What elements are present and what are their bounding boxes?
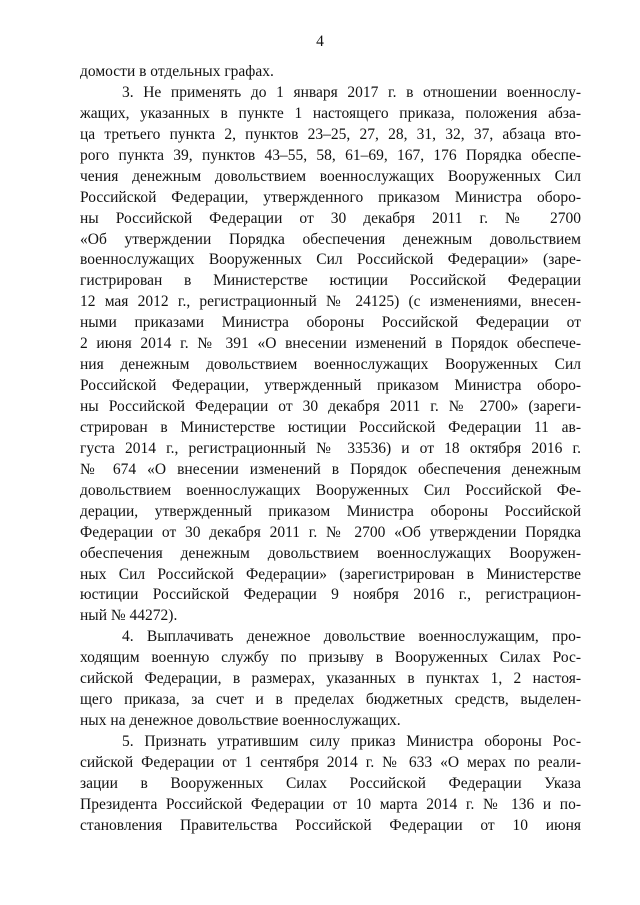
text-line: щего приказа, за счет и в пределах бюджетных средств, выделен- [80,691,581,709]
text-line: чения денежным довольствием военнослужащих Вооруженных Сил [80,167,581,185]
text-line: Федерации от 30 декабря 2011 г. № 2700 «Об утверждении Порядка [80,523,581,541]
text-line: довольствием военнослужащих Вооруженных Сил Российской Фе- [80,481,581,499]
page-number: 4 [316,33,324,50]
text-line: ны Российской Федерации от 30 декабря 2011 г. № 2700 [80,209,581,227]
text-line: ных Сил Российской Федерации» (зарегистрирован в Министерстве [80,565,581,583]
text-line: Российской Федерации, утвержденный приказом Министра оборо- [80,377,581,395]
text-line: жащих, указанных в пункте 1 настоящего приказа, положения абза- [80,104,581,122]
text-line: сийской Федерации, в размерах, указанных в пунктах 1, 2 настоя- [80,670,581,688]
text-line: дерации, утвержденный приказом Министра обороны Российской [80,502,581,520]
text-line: Российской Федерации, утвержденного приказом Министра оборо- [80,188,581,206]
text-line: рого пункта 39, пунктов 43–55, 58, 61–69, 167, 176 Порядка обеспе- [80,146,581,164]
text-line: зации в Вооруженных Силах Российской Федерации Указа [80,774,581,792]
text-line: ния денежным довольствием военнослужащих Вооруженных Сил [80,356,581,374]
text-line: гистрирован в Министерстве юстиции Российской Федерации [80,272,581,290]
text-line: ный № 44272). [80,607,178,625]
text-line: обеспечения денежным довольствием военнослужащих Вооружен- [80,544,581,562]
text-line: становления Правительства Российской Федерации от 10 июня [80,816,581,834]
text-line: Президента Российской Федерации от 10 марта 2014 г. № 136 и по- [80,795,581,813]
text-line: ца третьего пункта 2, пунктов 23–25, 27, 28, 31, 32, 37, абзаца вто- [80,125,581,143]
document-body [80,62,581,837]
text-line: «Об утверждении Порядка обеспечения денежным довольствием [80,230,581,248]
text-line: 3. Не применять до 1 января 2017 г. в отношении военнослу- [122,83,581,101]
text-line: юстиции Российской Федерации 9 ноября 2016 г., регистрацион- [80,586,581,604]
text-line: стрирован в Министерстве юстиции Российской Федерации 11 ав- [80,418,581,436]
text-line: 12 мая 2012 г., регистрационный № 24125) (с изменениями, внесен- [80,293,581,311]
text-line: ных на денежное довольствие военнослужащих. [80,712,401,730]
text-line: 5. Признать утратившим силу приказ Министра обороны Рос- [122,733,581,750]
text-line: 4. Выплачивать денежное довольствие военнослужащим, про- [122,628,581,646]
text-line: ными приказами Министра обороны Российской Федерации от [80,314,581,332]
text-line: 2 июня 2014 г. № 391 «О внесении изменений в Порядок обеспече- [80,335,581,353]
text-line: сийской Федерации от 1 сентября 2014 г. № 633 «О мерах по реали- [80,753,581,771]
text-line: № 674 «О внесении изменений в Порядок обеспечения денежным [80,460,581,478]
text-line: ходящим военную службу по призыву в Вооруженных Силах Рос- [80,649,581,667]
text-line: ны Российской Федерации от 30 декабря 2011 г. № 2700» (зареги- [80,398,581,415]
text-line: домости в отдельных графах. [80,63,274,80]
text-line: военнослужащих Вооруженных Сил Российской Федерации» (заре- [80,251,581,269]
text-line: густа 2014 г., регистрационный № 33536) и от 18 октября 2016 г. [80,439,581,457]
